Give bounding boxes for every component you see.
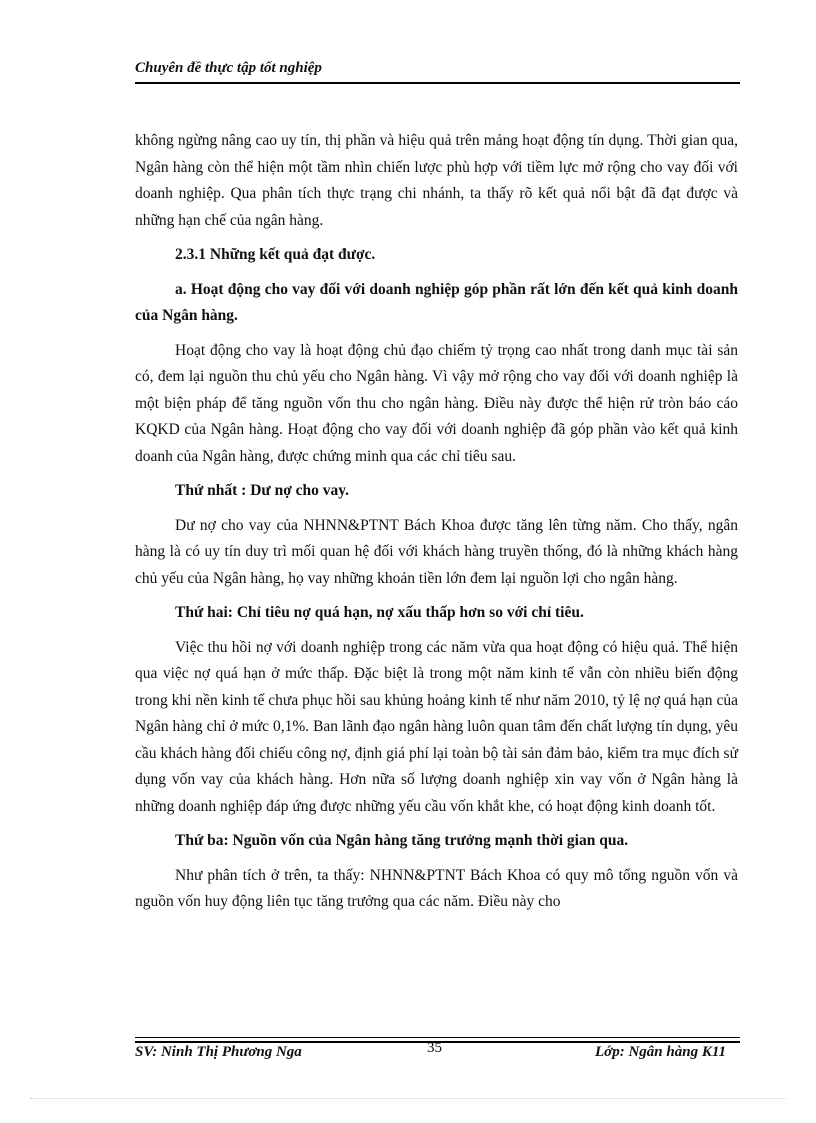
document-body bbox=[135, 128, 738, 916]
footer-student-name: SV: Ninh Thị Phương Nga bbox=[135, 1044, 302, 1060]
paragraph-lending-activity: Hoạt động cho vay là hoạt động chủ đạo chiếm tỷ trọng cao nhất trong danh mục tài sản có, đem lại nguồn thu chủ yếu cho Ngân hàng. Vì vậy mở rộng cho vay đối với doanh nghiệp là một biện pháp để tăng nguồn vốn thu cho ngân hàng. Điều này được thể hiện rử tròn báo cáo KQKD của Ngân hàng. Hoạt động cho vay đối với doanh nghiệp đã góp phần vào kết quả kinh doanh của Ngân hàng, được chứng minh qua các chỉ tiêu sau. bbox=[135, 341, 738, 465]
section-heading-2-3-1: 2.3.1 Những kết quả đạt được. bbox=[175, 246, 376, 263]
header-divider bbox=[135, 82, 740, 84]
footer-class-name: Lớp: Ngân hàng K11 bbox=[595, 1044, 726, 1060]
paragraph-loan-balance: Dư nợ cho vay của NHNN&PTNT Bách Khoa được tăng lên từng năm. Cho thấy, ngân hàng là có uy tín duy trì mối quan hệ đối với khách hàng truyền thống, đó là những khách hàng chủ yếu của Ngân hàng, họ vay những khoản tiền lớn đem lại nguồn lợi cho ngân hàng. bbox=[135, 516, 738, 587]
page-header-title: Chuyên đề thực tập tốt nghiệp bbox=[135, 60, 322, 76]
paragraph-capital-growth: Như phân tích ở trên, ta thấy: NHNN&PTNT Bách Khoa có quy mô tổng nguồn vốn và nguồn vốn huy động liên tục tăng trưởng qua các năm. Điều này cho bbox=[135, 866, 738, 910]
page-footer bbox=[135, 1040, 740, 1066]
subsection-heading-a: a. Hoạt động cho vay đối với doanh nghiệp góp phần rất lớn đến kết quả kinh doanh của Ngân hàng. bbox=[135, 280, 738, 324]
footer-divider-thin bbox=[135, 1037, 740, 1038]
heading-third: Thứ ba: Nguồn vốn của Ngân hàng tăng trưởng mạnh thời gian qua. bbox=[175, 832, 629, 849]
footer-page-number: 35 bbox=[427, 1040, 442, 1056]
paragraph-debt-recovery: Việc thu hồi nợ với doanh nghiệp trong các năm vừa qua hoạt động có hiệu quả. Thể hiện qua việc nợ quá hạn ở mức thấp. Đặc biệt là trong một năm kinh tế vẫn còn nhiều biến động trong khi nền kinh tế chưa phục hồi sau khủng hoảng kinh tế như năm 2010, tỷ lệ nợ quá hạn của Ngân hàng chỉ ở mức 0,1%. Ban lãnh đạo ngân hàng luôn quan tâm đến chất lượng tín dụng, yêu cầu khách hàng đối chiếu công nợ, định giá phí lại toàn bộ tài sản đảm bảo, kiểm tra mục đích sử dụng vốn vay của khách hàng. Hơn nữa số lượng doanh nghiệp xin vay vốn ở Ngân hàng là những doanh nghiệp đáp ứng được những yếu cầu vốn khắt khe, có hoạt động kinh doanh tốt. bbox=[135, 638, 738, 815]
paragraph-intro: không ngừng nâng cao uy tín, thị phần và hiệu quả trên mảng hoạt động tín dụng. Thời gian qua, Ngân hàng còn thể hiện một tầm nhìn chiến lược phù hợp với tiềm lực mở rộng cho vay đối với doanh nghiệp. Qua phân tích thực trạng chi nhánh, ta thấy rõ kết quả nổi bật đã đạt được và những hạn chế của ngân hàng. bbox=[135, 132, 738, 229]
heading-first: Thứ nhất : Dư nợ cho vay. bbox=[175, 482, 350, 499]
heading-second: Thứ hai: Chỉ tiêu nợ quá hạn, nợ xấu thấp hơn so với chỉ tiêu. bbox=[175, 604, 584, 621]
page-bottom-dotted-line bbox=[30, 1098, 786, 1099]
